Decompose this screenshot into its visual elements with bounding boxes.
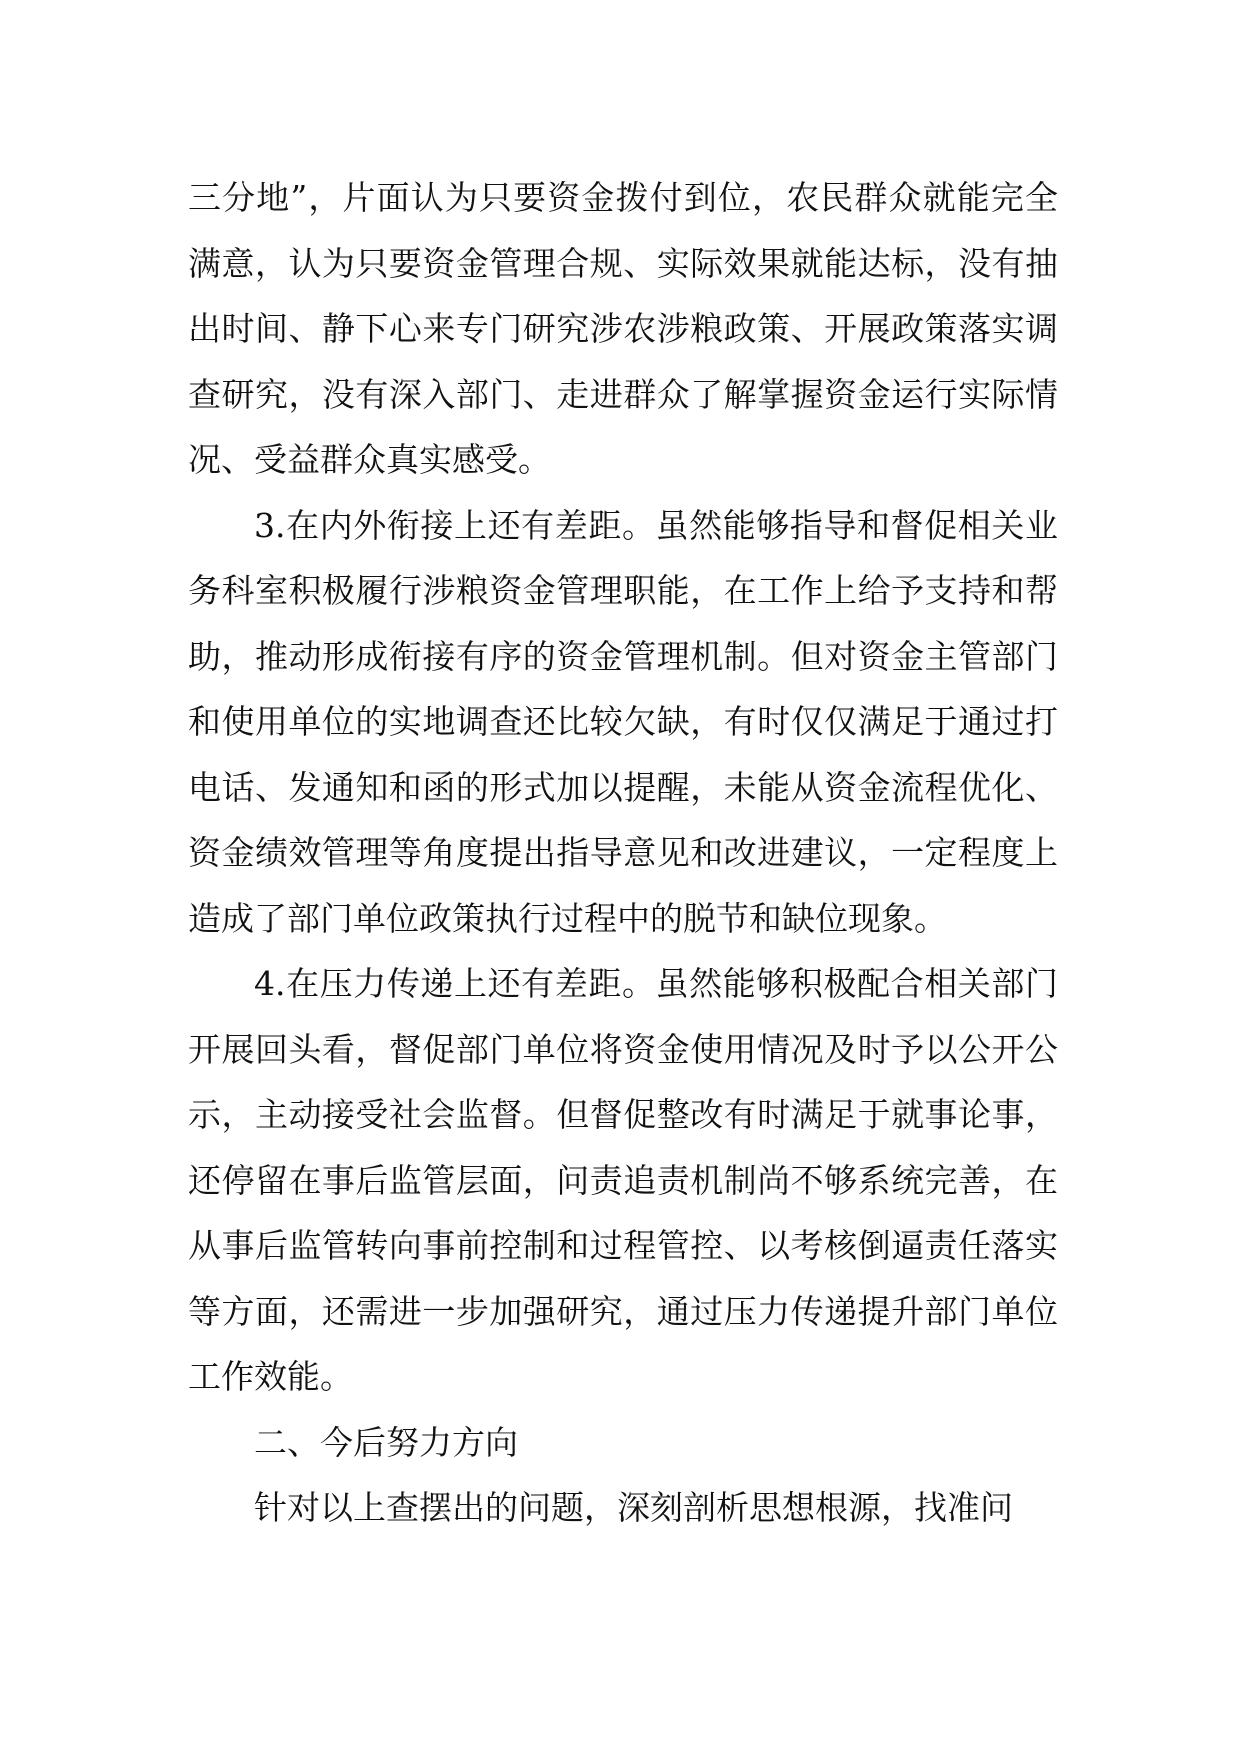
paragraph-point-3: 3.在内外衔接上还有差距。虽然能够指导和督促相关业务科室积极履行涉粮资金管理职能，在工作上给予支持和帮助，推动形成衔接有序的资金管理机制。但对资金主管部门和使用单位的实地调查还比较欠缺，有时仅仅满足于通过打电话、发通知和函的形式加以提醒，未能从资金流程优化、资金绩效管理等角度提出指导意见和改进建议，一定程度上造成了部门单位政策执行过程中的脱节和缺位现象。 [188,505,1058,938]
paragraph-continuation: 三分地”，片面认为只要资金拨付到位，农民群众就能完全满意，认为只要资金管理合规、实际效果就能达标，没有抽出时间、静下心来专门研究涉农涉粮政策、开展政策落实调查研究，没有深入部门、走进群众了解掌握资金运行实际情况、受益群众真实感受。 [188,178,1058,479]
paragraph-intro: 针对以上查摆出的问题，深刻剖析思想根源，找准问 [254,1488,1013,1527]
section-heading: 二、今后努力方向 [254,1422,518,1462]
paragraph-point-4: 4.在压力传递上还有差距。虽然能够积极配合相关部门开展回头看，督促部门单位将资金使用情况及时予以公开公示，主动接受社会监督。但督促整改有时满足于就事论事，还停留在事后监管层面，问责追责机制尚不够系统完善，在从事后监管转向事前控制和过程管控、以考核倒逼责任落实等方面，还需进一步加强研究，通过压力传递提升部门单位工作效能。 [188,964,1058,1396]
body-text [188,165,1058,1541]
